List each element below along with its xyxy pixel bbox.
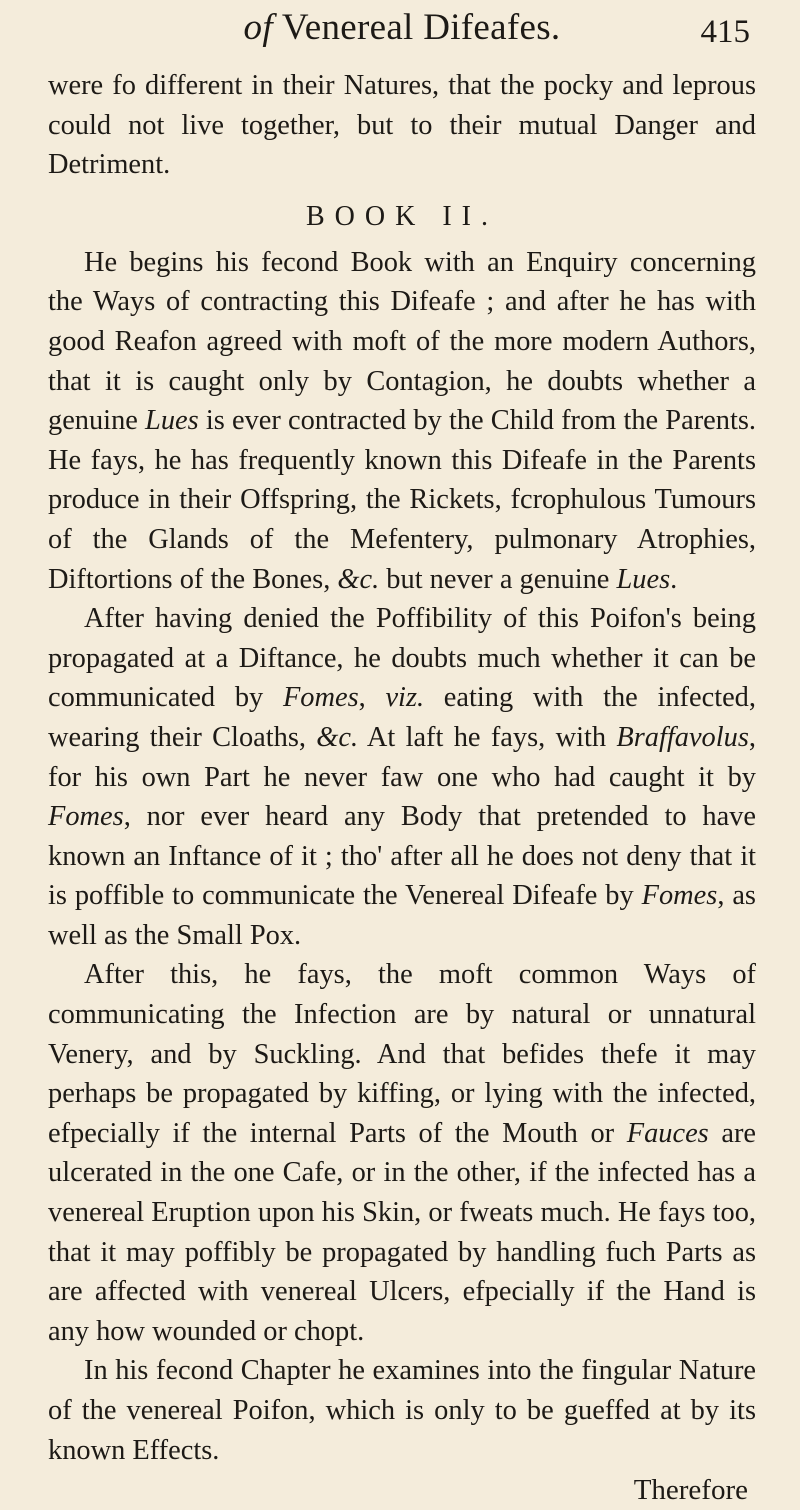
running-head-prefix: of (243, 7, 273, 48)
body-text (48, 66, 756, 1510)
running-head-title (48, 6, 756, 49)
text-run: At laft he fays, with (358, 721, 617, 753)
running-head-text: Venereal Difeafes. (281, 7, 561, 48)
paragraph-2 (48, 599, 756, 955)
italic-run: Fomes (48, 801, 124, 833)
text-run: are ulcerated in the one Cafe, or in the other, if the infected has a venereal Eruption upon his Skin, or fweats much. He fays too, that it may poffibly be propagated by handling fuch Parts as are affected with venereal Ulcers, efpecially if the Hand is any how wounded or chopt. (48, 1117, 756, 1347)
text-run: but never a genuine (379, 563, 617, 595)
italic-run: viz. (385, 682, 425, 714)
paragraph-continuation: were fo different in their Natures, that the pocky and leprous could not live together, but to their mutual Danger and Detriment. (48, 70, 756, 181)
text-run: , (358, 682, 386, 714)
running-head (48, 0, 756, 66)
paragraph-1 (48, 243, 756, 599)
text-run: eating with the infected, wearing their Cloaths, (48, 682, 756, 753)
text-run: . (670, 563, 678, 595)
italic-run: Braffavolus (616, 721, 749, 753)
text-run: After having denied the Poffibility of this Poifon's being propagated at a Diftance, he doubts much whether it can be communicated by (48, 603, 756, 714)
italic-run: Fomes (282, 682, 359, 714)
text-run: is ever contracted by the Child from the Parents. He fays, he has frequently known this Difeafe in the Parents produce in their Offspring, the Rickets, fcrophulous Tumours of the Glands of the Mefentery, pulmonary Atrophies, Diftortions of the Bones, (48, 405, 756, 595)
text-run: , nor ever heard any Body that pretended to have known an Inftance of it ; tho' after all he does not deny that it is poffible to communicate the Venereal Difeafe by (48, 801, 756, 912)
italic-run: Lues (145, 405, 199, 437)
italic-run: Fomes (641, 880, 718, 912)
text-run: After this, he fays, the moft common Ways of communicating the Infection are by natural or unnatural Venery, and by Suckling. And that befides thefe it may perhaps be propagated by kiffing, or lying with the infected, efpecially if the internal Parts of the Mouth or (48, 959, 756, 1149)
italic-run: &c. (337, 563, 380, 595)
text-run: , for his own Part he never faw one who had caught it by (48, 721, 756, 793)
paragraph-4: In his fecond Chapter he examines into the fingular Nature of the venereal Poifon, which is only to be gueffed at by its known Effects. (48, 1355, 756, 1466)
italic-run: Fauces (626, 1117, 709, 1149)
text-run: , as well as the Small Pox. (48, 880, 756, 951)
book-heading: BOOK II. (306, 200, 498, 232)
italic-run: &c. (316, 721, 359, 753)
italic-run: Lues (616, 563, 671, 595)
paragraph-3 (48, 955, 756, 1351)
page-number: 415 (700, 14, 750, 50)
text-run: He begins his fecond Book with an Enquiry concerning the Ways of contracting this Difeafe ; and after he has with good Reafon agreed with moft of the more modern Authors, that it is caught only by Contagion, he doubts whether a genuine (48, 246, 756, 437)
catchword: Therefore (633, 1474, 748, 1507)
